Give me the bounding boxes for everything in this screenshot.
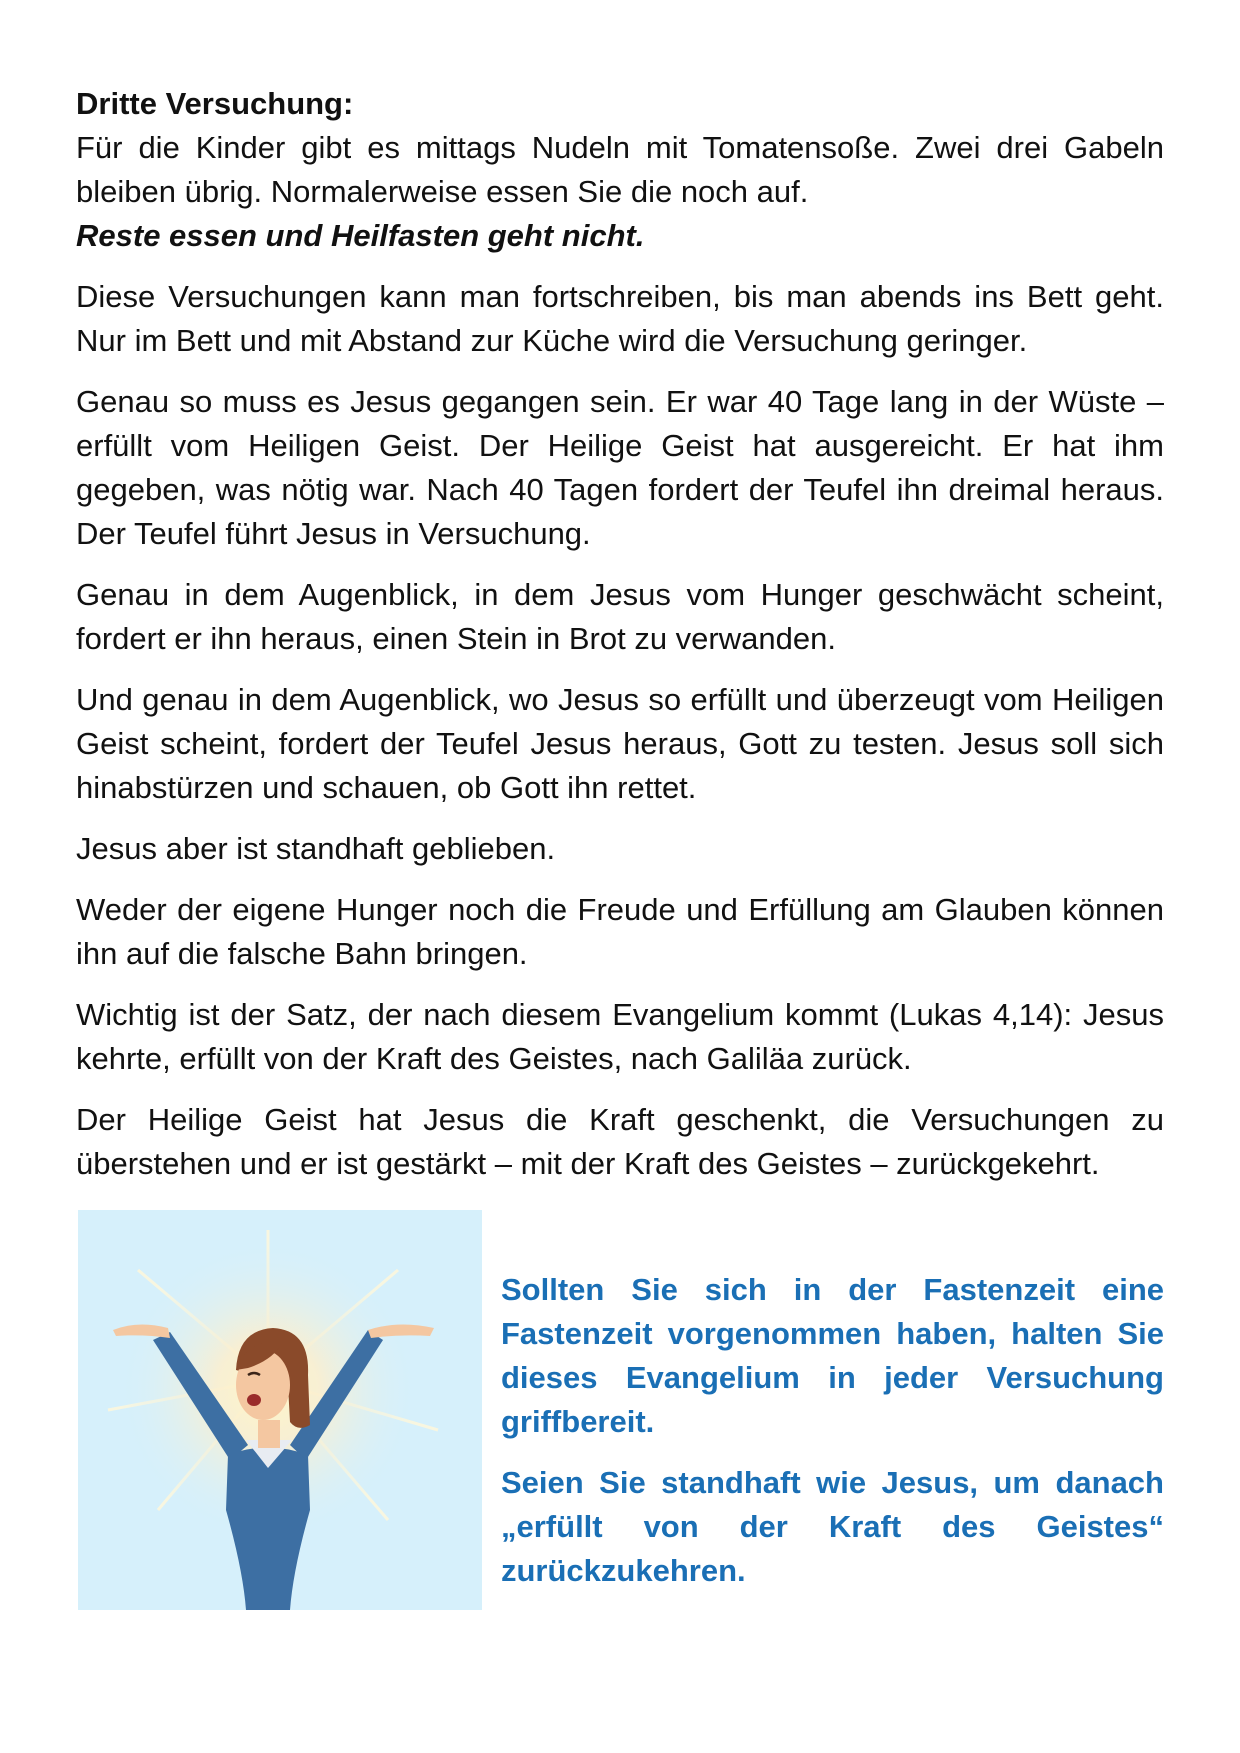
callout-box: [501, 1268, 1164, 1610]
paragraph: Der Heilige Geist hat Jesus die Kraft geschenkt, die Versuchungen zu überstehen und er ist gestärkt – mit der Kraft des Geistes – zurückgekehrt.: [76, 1102, 1164, 1181]
paragraph: Diese Versuchungen kann man fortschreiben, bis man abends ins Bett geht. Nur im Bett und mit Abstand zur Küche wird die Versuchung geringer.: [76, 279, 1164, 358]
heading-text: Dritte Versuchung:: [76, 86, 354, 121]
section-heading: [76, 82, 1164, 126]
callout-paragraph-1: Sollten Sie sich in der Fastenzeit eine Fastenzeit vorgenommen haben, halten Sie dieses Evangelium in jeder Versuchung griffbereit.: [501, 1272, 1164, 1439]
callout-paragraph-2: Seien Sie standhaft wie Jesus, um danach „erfüllt von der Kraft des Geistes“ zurückzukehren.: [501, 1465, 1164, 1588]
woman-raised-arms-icon: [78, 1210, 482, 1610]
document-body: [76, 82, 1164, 1203]
paragraph: Genau in dem Augenblick, in dem Jesus vom Hunger geschwächt scheint, fordert er ihn heraus, einen Stein in Brot zu verwanden.: [76, 577, 1164, 656]
paragraph: Weder der eigene Hunger noch die Freude und Erfüllung am Glauben können ihn auf die falsche Bahn bringen.: [76, 892, 1164, 971]
intro-paragraph: Für die Kinder gibt es mittags Nudeln mit Tomatensoße. Zwei drei Gabeln bleiben übrig. Normalerweise essen Sie die noch auf.: [76, 130, 1164, 209]
paragraph: Wichtig ist der Satz, der nach diesem Evangelium kommt (Lukas 4,14): Jesus kehrte, erfüllt von der Kraft des Geistes, nach Galiläa zurück.: [76, 997, 1164, 1076]
paragraph: Genau so muss es Jesus gegangen sein. Er war 40 Tage lang in der Wüste – erfüllt vom Heiligen Geist. Der Heilige Geist hat ausgereicht. Er hat ihm gegeben, was nötig war. Nach 40 Tagen fordert der Teufel ihn dreimal heraus. Der Teufel führt Jesus in Versuchung.: [76, 384, 1164, 551]
paragraph: Jesus aber ist standhaft geblieben.: [76, 831, 556, 866]
paragraph: Und genau in dem Augenblick, wo Jesus so erfüllt und überzeugt vom Heiligen Geist scheint, fordert der Teufel Jesus heraus, Gott zu testen. Jesus soll sich hinabstürzen und schauen, ob Gott ihn rettet.: [76, 682, 1164, 805]
emphasis-line: [76, 214, 1164, 258]
emphasis-text: Reste essen und Heilfasten geht nicht.: [76, 218, 645, 253]
joyful-woman-illustration: [78, 1210, 482, 1610]
